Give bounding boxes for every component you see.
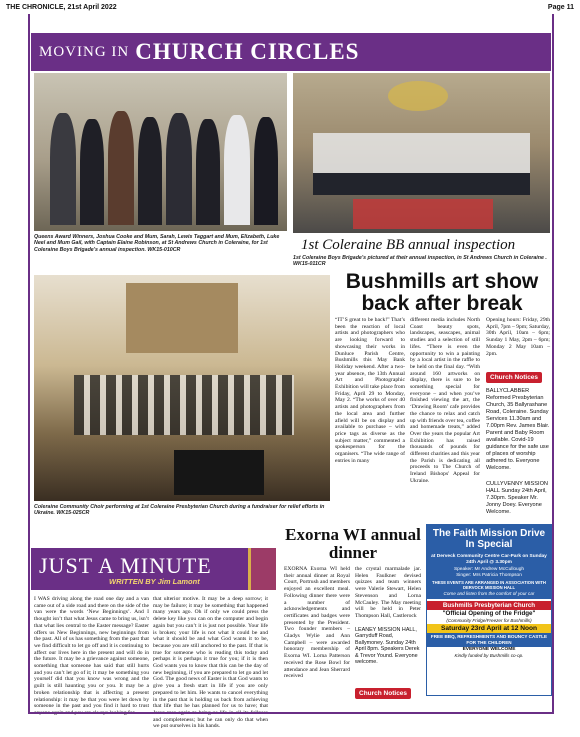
faith-singer: Singer: Mrs Patricia Thompson [427,573,551,579]
photo2-title: 1st Coleraine BB annual inspection [301,237,516,253]
church-notices-box [486,366,550,531]
header-left: THE CHRONICLE, 21st April 2022 [6,4,117,11]
faith-title: The Faith Mission Drive In Special [427,525,551,553]
bushmills-col3: Opening hours: Friday, 29th April, 7pm – 9pm; Saturday, 30th April, 10am – 6pm; Sunday 1 May, 2pm – 6pm; Monday 2 May 10am – 2pm. [486,317,550,357]
minute-byline: WRITTEN BY Jim Lamont [109,577,200,586]
bushmills-headline: Bushmills art show back after break [345,270,539,315]
exorna-col1: EXORNA Exorna WI held their annual dinner at Royal Court, Portrush and members enjoyed an excellent meal. Following dinner there were a number of acknowledgements and certificates and badges were presented by the President. Two founder members – Gladys Wylie and Ann Campbell – were awarded honorary membership of Exorna WI. Lorna Patterson received the Rose Bowl for attendance and Jean Sherrard received [284,566,350,680]
exorna-notice: LEANEY MISSION HALL, Garryduff Road, Ballymoney. Sunday 24th April 8pm. Speakers Derek & Trevor Yound. Everyone welcome. [355,627,420,666]
minute-col1: I WAS driving along the road one day and a van came out of a side road and there on the side of the van were the words ‘New Beginnings’. And I thought isn’t that what Jesus came to bring us, isn’t that what lies central to the Easter message? Easter offers us New Beginnings, new beginnings from the past. All of us has something from the past that we find difficult to let go off and it is continuing to affect our lives here in the present and will do in the future. It may be a grievance against someone, something that someone has said that still hurts and you can’t let go of it; it may be something you yourself did that you know was wrong and the guilt is still haunting you or you. It may be a broken relationship that is affecting a present relationship: it may be that you were let down by someone in the past and you find it hard to trust [34,596,149,710]
bp-welcome: EVERYONE WELCOME [462,647,516,652]
photo-award-winners [34,73,287,231]
photo1-caption: Queens Award Winners, Joshua Cooke and Mum, Sarah, Lewis Taggart and Mum, Elizabeth, Luke Neel and Mum Gail, with Captain Elaine Robinson, at St Andrews Church in Coleraine, for 1st Coleraine Boys Brigade's annual inspection. WK15-010CR [34,234,280,253]
exorna-church-notices [355,682,411,700]
header-right: Page 11 [547,4,574,11]
photo-bb-inspection [293,73,550,233]
photo-community-choir [34,275,330,501]
section-banner [31,33,551,71]
church-notice-2: CULLYVENNY MISSION HALL Sunday 24th April, 7.30pm. Speaker Mr. Jonny Doey. Everyone Welcome. [486,481,548,515]
minute-col2: that ulterior motive. It may be a deep sorrow; it may be failure; it may be something that happened many years ago. Oh if only we could press the delete key like you can on the computer and begin again but you can’t it is just not possible. Your life is broken; your life is not what it could be and what it should be and what God wants it to be, because you are still anchored to the past. If that is true for someone who is reading this today and perhaps it is perhaps it true for you; if it is then God wants you to know that this can be the day of new beginning, if you are prepared to let go and let God. The good news of Easter is that God wants to give you a fresh start in life if you are only prepared to let him. He wants to cancel everything in the past that is holding us back from achieving that life that he has planned for us to have; that and completeness; but he can only do that when we put ourselves in his hands. [153,596,268,730]
faith-assoc: THESE EVENTS ARE ARRANGED IN ASSOCIATION WITH DERVOCK MISSION HALL [427,579,551,591]
church-notices-badge: Church Notices [486,372,542,383]
faith-comfort: Come and listen from the comfort of your car [427,591,551,599]
faith-mission-box [426,524,552,696]
photo3-caption: Coleraine Community Choir performing at 1st Coleraine Presbyterian Church during a fundraiser for relief efforts in Ukraine. WK15-025CR [34,504,325,517]
bushmills-col2: different media includes North Coast beauty spots, landscapes, seascapes, animal studies and a selection of still lifes. “There is even the opportunity to win a painting by a local artist in the raffle to be held on the final day. “With around 160 artworks on display, there is sure to be something special for everyone – and when you’ve finished viewing the art, the ‘Drawing Room’ cafe provides the chance to relax and catch up with friends over tea, coffee and homemade treats,” added Over the years the popular Art Exhibition has raised thousands of pounds for different charities and this year the Parish is dedicating all proceeds to The Church of Ireland Bishops' Appeal for Ukraine. [410,317,480,484]
just-a-minute-banner [31,548,275,590]
faith-speaker: Speaker: Mr Andrew McCullough [427,567,551,573]
bp-community: (Community Fridge/Freezer for Bushmills) [446,618,532,623]
bible-icon [248,548,276,590]
faith-sub: at Derveck Community Centre Car-Park on Sunday 24th April @ 3.30pm [427,553,551,567]
church-notice-1: BALLYCLABBER Reformed Presbyterian Church, 35 Ballyrashane Road, Coleraine. Sunday Services 11.30am and 7.00pm Rev. James Blair. Parent and Baby Room available. Covid-19 guidance for the safe use of places of worship adhered to. Everyone Welcome. [486,388,550,471]
exorna-headline: Exorna WI annual dinner [285,525,421,562]
minute-title: JUST A MINUTE [39,553,212,578]
banner-big: CHURCH CIRCLES [135,39,360,64]
bp-free: FREE BBQ, REFRESHMENTS AND BOUNCY CASTLE FOR THE CHILDREN [427,633,551,647]
page-header [6,4,574,11]
page-frame-bottom [28,712,554,714]
page-frame-right [552,14,554,714]
bp-kindly: Kindly funded by Bushmills co-op. [454,653,524,658]
page-frame-left [28,14,30,714]
banner-small: MOVING IN [39,43,130,60]
bp-opening: "Official Opening of the Fridge" [442,610,536,617]
exorna-notices-badge: Church Notices [355,688,411,699]
bushmills-col1: “IT’S great to be back!” That’s been the reaction of local artists and photographers who are looking forward to showcasing their works in Dunluce Parish Centre, Bushmills this May Bank Holiday weekend. After a two-year absence, the 13th Annual Art and Photographic Exhibition will take place from Friday, April 29 to Monday, May 2. “The works of over 40 artists and photographers from the local area and further afield will be on display and available to purchase – with price tags as diverse as the subject matter,” commented a spokesperson for the organisers. “The wide range of entries in many [335,317,405,464]
bp-date: Saturday 23rd April at 12 Noon [427,624,551,633]
bp-title: Bushmills Presbyterian Church [427,601,551,610]
photo2-caption: 1st Coleraine Boys Brigade's pictured at their annual inspection, in St Andrews Church in Coleraine . WK15-011CR [293,255,547,268]
exorna-col2: the crystal marmalade jar. Helen Faulkner devised quizzes and team winners were Valerie Stewart, Helen Stevenson and Lorna McCauley. The May meeting will be held in Peter Thompson Hall, Castlerock [355,566,421,619]
